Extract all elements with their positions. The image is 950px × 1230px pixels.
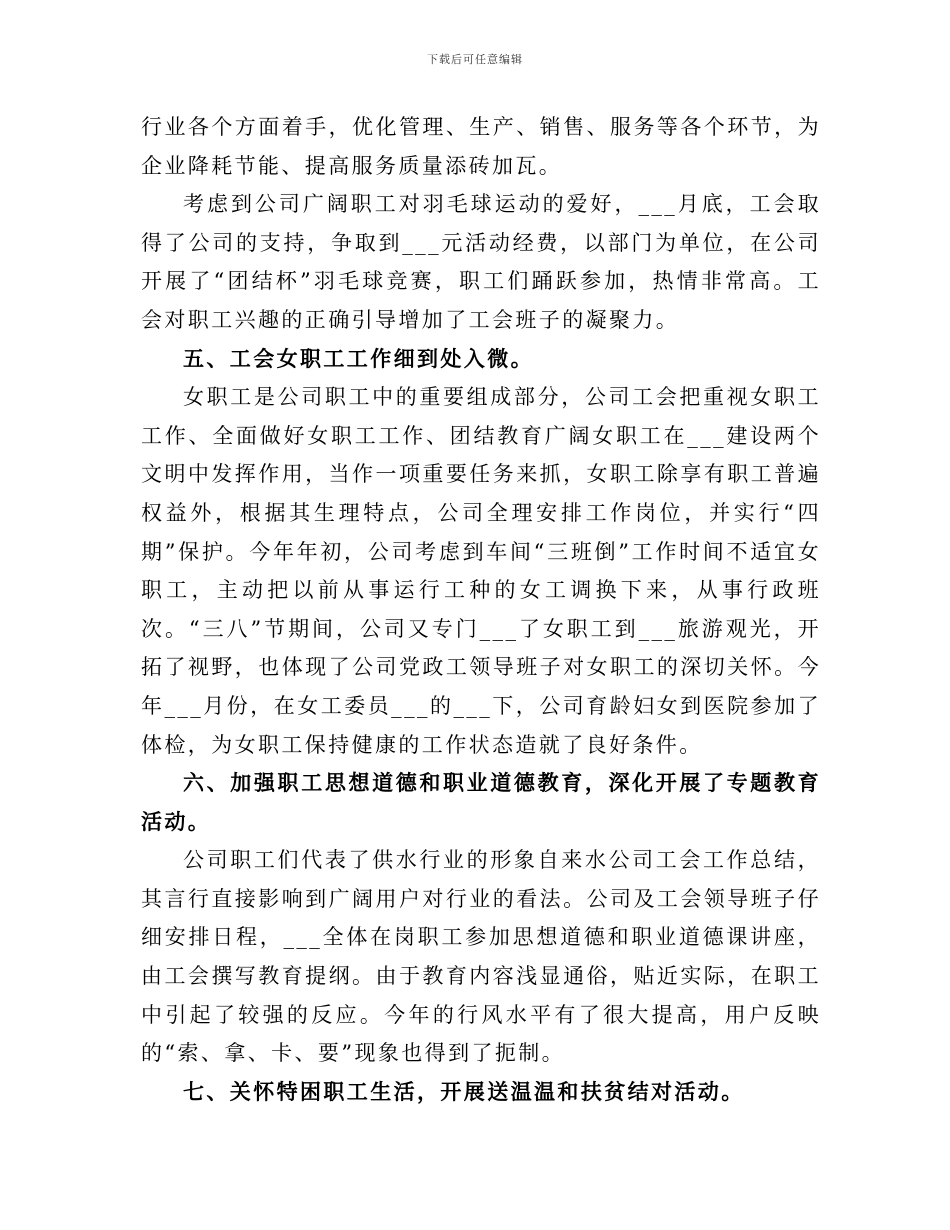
paragraph-continuation: 行业各个方面着手，优化管理、生产、销售、服务等各个环节，为企业降耗节能、提高服务质量添砖加瓦。 (141, 115, 821, 178)
document-body (141, 108, 821, 1111)
page-header: 下载后可任意编辑 (427, 53, 523, 66)
paragraph-badminton: 考虑到公司广阔职工对羽毛球运动的爱好，___月底，工会取得了公司的支持，争取到___元活动经费，以部门为单位，在公司开展了“团结杯”羽毛球竞赛，职工们踊跃参加，热情非常高。工会对职工兴趣的正确引导增加了工会班子的凝聚力。 (141, 192, 821, 332)
section-heading-7: 七、关怀特困职工生活，开展送温温和扶贫结对活动。 (183, 1078, 745, 1104)
section-heading-6: 六、加强职工思想道德和职业道德教育，深化开展了专题教育活动。 (141, 770, 821, 834)
paragraph-female-workers: 女职工是公司职工中的重要组成部分，公司工会把重视女职工工作、全面做好女职工工作、团结教育广阔女职工在___建设两个文明中发挥作用，当作一项重要任务来抓，女职工除享有职工普遍权益外，根据其生理特点，公司全理安排工作岗位，并实行“四期”保护。今年年初，公司考虑到车间“三班倒”工作时间不适宜女职工，主动把以前从事运行工种的女工调换下来，从事行政班次。“三八”节期间，公司又专门___了女职工到___旅游观光，开拓了视野，也体现了公司党政工领导班子对女职工的深切关怀。今年___月份，在女工委员___的___下，公司育龄妇女到医院参加了体检，为女职工保持健康的工作状态造就了良好条件。 (141, 385, 821, 757)
section-heading-5: 五、工会女职工工作细到处入微。 (183, 345, 534, 371)
paragraph-ethics-education: 公司职工们代表了供水行业的形象自来水公司工会工作总结，其言行直接影响到广阔用户对行业的看法。公司及工会领导班子仔细安排日程，___全体在岗职工参加思想道德和职业道德课讲座，由工会撰写教育提纲。由于教育内容浅显通俗，贴近实际，在职工中引起了较强的反应。今年的行风水平有了很大提高，用户反映的“索、拿、卡、要”现象也得到了扼制。 (141, 848, 821, 1066)
